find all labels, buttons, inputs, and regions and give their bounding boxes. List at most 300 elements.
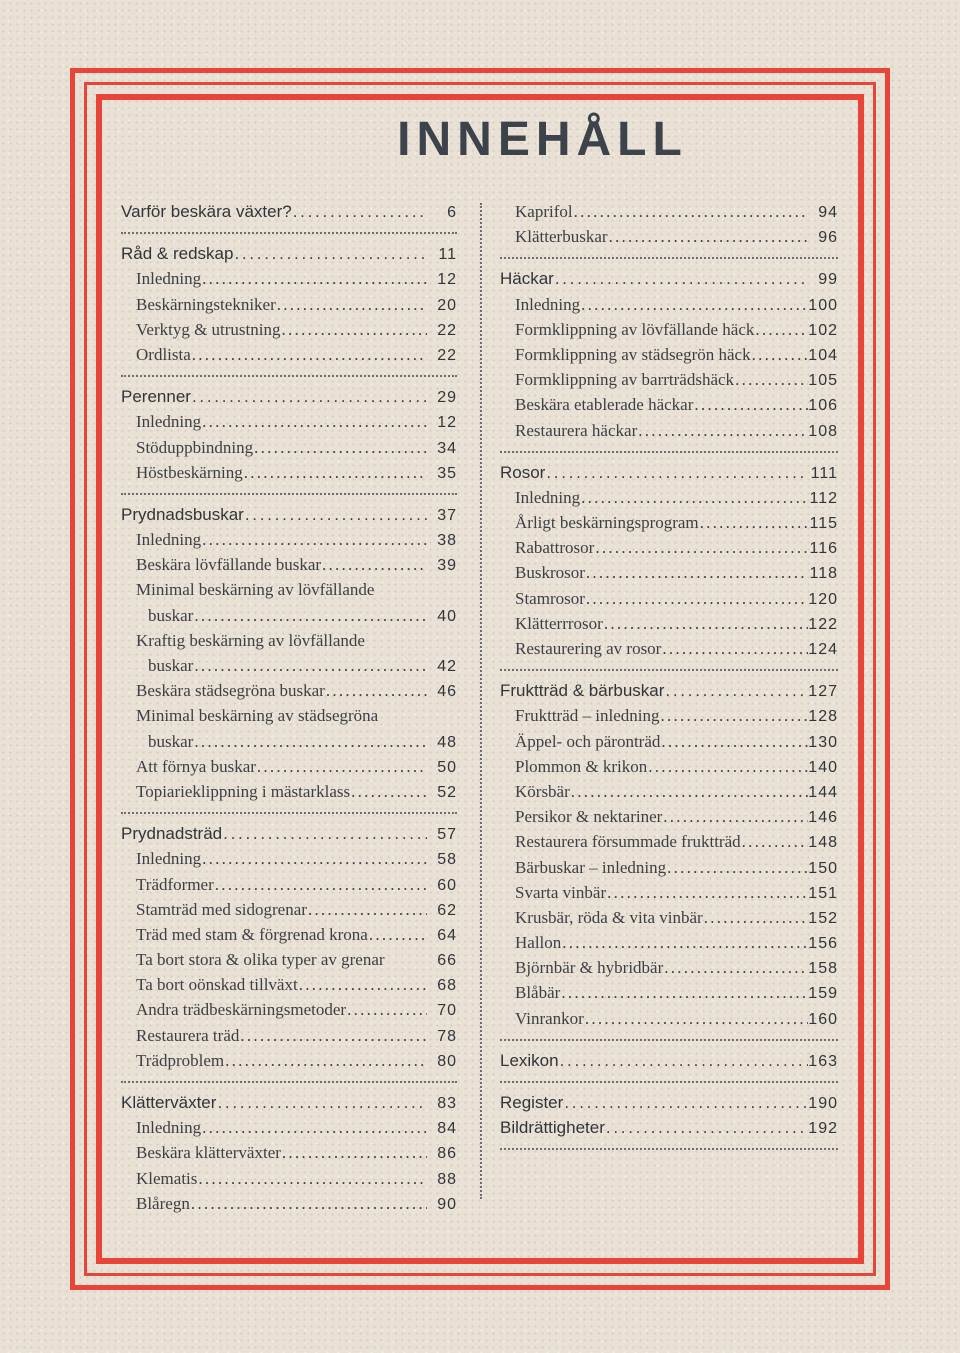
entry-title: Lexikon: [500, 1050, 559, 1070]
page-number: 22: [437, 321, 457, 339]
page-number: 50: [437, 758, 457, 776]
dot-leader: [239, 1023, 427, 1048]
entry-title: Svarta vinbär: [515, 882, 607, 902]
entry-title: Ordlista: [136, 344, 191, 364]
entry-title: Blåregn: [136, 1193, 190, 1213]
toc-section: [500, 460, 838, 662]
toc-section: [500, 1090, 838, 1140]
dot-leader: [256, 754, 427, 779]
toc-entry-stamtrad-med-sidogrenar[interactable]: [121, 897, 457, 922]
toc-right-column: [500, 199, 838, 1157]
dot-leader: [233, 241, 427, 266]
dot-leader: [281, 317, 428, 342]
page-number: 128: [808, 708, 838, 726]
dot-leader: [662, 804, 808, 829]
entry-title: Prydnadsbuskar: [121, 504, 244, 524]
page-number: 62: [437, 901, 457, 919]
toc-entry-hostbeskarning[interactable]: [121, 460, 457, 485]
entry-title: Bildrättigheter: [500, 1118, 605, 1138]
entry-title: Inledning: [136, 1118, 202, 1138]
entry-title: Häckar: [500, 269, 554, 289]
page-number: 163: [808, 1052, 838, 1070]
dot-leader: [325, 678, 427, 703]
page-number: 37: [437, 506, 457, 524]
section-divider: [500, 1081, 838, 1083]
page-number: 34: [437, 439, 457, 457]
dot-leader: [193, 653, 427, 678]
toc-entry-att-fornya-buskar[interactable]: [121, 754, 457, 779]
section-divider: [500, 1148, 838, 1150]
page-number: 152: [808, 909, 838, 927]
toc-entry-restaurera-hackar[interactable]: [500, 418, 838, 443]
entry-title: buskar: [148, 605, 194, 625]
section-divider: [121, 1081, 457, 1083]
page-number: 42: [437, 658, 457, 675]
toc-entry-buskrosor[interactable]: [500, 560, 838, 585]
page-number: 116: [809, 540, 838, 558]
toc-entry-verktyg-utrustning[interactable]: [121, 317, 457, 342]
dot-leader: [201, 409, 427, 434]
page-number: 105: [808, 372, 838, 390]
page-number: 99: [818, 271, 838, 289]
entry-title: Formklippning av barrträdshäck: [515, 370, 735, 390]
dot-leader: [253, 435, 427, 460]
entry-title: Verktyg & utrustning: [136, 319, 281, 339]
entry-title: Buskrosor: [515, 563, 585, 583]
dot-leader: [224, 1048, 427, 1073]
dot-leader: [193, 729, 427, 754]
entry-title: Inledning: [515, 487, 581, 507]
entry-title: Träd med stam & förgrenad krona: [136, 924, 368, 944]
dot-leader: [585, 560, 808, 585]
toc-entry-inledning[interactable]: [121, 409, 457, 434]
toc-entry-formklippning-av-barrtradshack[interactable]: [500, 367, 838, 392]
page-number: 40: [437, 607, 457, 625]
toc-section: [500, 678, 838, 1031]
entry-title: Ta bort oönskad tillväxt: [136, 975, 298, 995]
dot-leader: [585, 586, 808, 611]
toc-entry-beskara-lovfallande-buskar[interactable]: [121, 552, 457, 577]
entry-title: Varför beskära växter?: [121, 202, 292, 221]
section-divider: [500, 669, 838, 671]
page-number: 100: [808, 296, 838, 314]
entry-title: Formklippning av lövfällande häck: [515, 319, 755, 339]
toc-heading-rosor[interactable]: [500, 460, 838, 485]
page-number: 140: [808, 758, 838, 776]
entry-title: Prydnadsträd: [121, 824, 223, 844]
entry-title: Fruktträd – inledning: [515, 706, 660, 726]
toc-entry-tradproblem[interactable]: [121, 1048, 457, 1073]
dot-leader: [350, 779, 427, 804]
page-number: 60: [437, 876, 457, 894]
toc-section: [121, 821, 457, 1073]
toc-entry-kaprifol[interactable]: [500, 199, 838, 224]
page-number: 6: [447, 204, 457, 221]
entry-title: Andra trädbeskärningsmetoder: [136, 1000, 347, 1020]
toc-entry-stamrosor[interactable]: [500, 586, 838, 611]
entry-title: Årligt beskärningsprogram: [515, 513, 699, 533]
toc-entry-ordlista[interactable]: [121, 342, 457, 367]
toc-entry-ta-bort-stora-olika-typer-av-grenar[interactable]: [121, 947, 457, 972]
dot-leader: [244, 502, 427, 527]
toc-entry-inledning[interactable]: [500, 292, 838, 317]
page-number: 48: [437, 733, 457, 751]
toc-entry-krusbar-roda-vita-vinbar[interactable]: [500, 905, 838, 930]
page-number: 88: [437, 1170, 457, 1188]
section-divider: [121, 812, 457, 814]
entry-title: Inledning: [136, 849, 202, 869]
toc-entry-persikor-nektariner[interactable]: [500, 804, 838, 829]
page-number: 160: [808, 1010, 838, 1028]
toc-entry-tradformer[interactable]: [121, 872, 457, 897]
entry-title: Stöduppbindning: [136, 437, 254, 457]
toc-section: [121, 241, 457, 367]
page-number: 70: [437, 1002, 457, 1020]
page-number: 57: [437, 826, 457, 844]
entry-title: Minimal beskärning av lövfällande: [136, 580, 375, 600]
toc-entry-inledning[interactable]: [121, 1115, 457, 1140]
dot-leader: [570, 779, 808, 804]
toc-entry-beskara-klattervaxter[interactable]: [121, 1140, 457, 1165]
dot-leader: [663, 955, 808, 980]
dot-leader: [734, 367, 808, 392]
dot-leader: [298, 972, 427, 997]
entry-title: Klätterrrosor: [515, 613, 603, 633]
entry-title: Beskära lövfällande buskar: [136, 555, 322, 575]
dot-leader: [243, 460, 427, 485]
dot-leader: [307, 897, 427, 922]
toc-entry-klatterbuskar[interactable]: [500, 224, 838, 249]
toc-entry-barbuskar-inledning[interactable]: [500, 855, 838, 880]
page-number: 20: [437, 296, 457, 314]
entry-title: buskar: [148, 656, 194, 675]
toc-entry-andra-tradbeskarningsmetoder[interactable]: [121, 997, 457, 1022]
dot-leader: [222, 821, 427, 846]
toc-entry-buskar[interactable]: [121, 603, 457, 628]
page-number: 12: [437, 271, 457, 289]
page-number: 66: [437, 952, 457, 970]
dot-leader: [197, 1166, 427, 1191]
page-number: 84: [437, 1120, 457, 1138]
toc-entry-minimal-beskarning-av-lovfallande[interactable]: [121, 577, 457, 602]
dot-leader: [647, 754, 808, 779]
column-divider: [480, 203, 482, 1199]
dot-leader: [580, 292, 808, 317]
page-number: 83: [437, 1095, 457, 1112]
dot-leader: [754, 317, 808, 342]
page-number: 148: [808, 834, 838, 852]
entry-title: Inledning: [136, 412, 202, 432]
entry-title: Klematis: [136, 1168, 198, 1188]
toc-entry-ta-bort-oonskad-tillvaxt[interactable]: [121, 972, 457, 997]
dot-leader: [201, 527, 427, 552]
entry-title: Restaurering av rosor: [515, 639, 662, 658]
toc-entry-restaurera-forsummade-frukttrad[interactable]: [500, 829, 838, 854]
toc-entry-arligt-beskarningsprogram[interactable]: [500, 510, 838, 535]
dot-leader: [699, 510, 808, 535]
entry-title: Vinrankor: [515, 1008, 584, 1028]
dot-leader: [563, 1090, 808, 1115]
toc-entry-vinrankor[interactable]: [500, 1006, 838, 1031]
entry-title: Äppel- och päronträd: [515, 731, 661, 751]
entry-title: Klätterväxter: [121, 1093, 217, 1112]
toc-heading-prydnadsbuskar[interactable]: [121, 502, 457, 527]
toc-entry-blabar[interactable]: [500, 980, 838, 1005]
toc-section: [121, 1090, 457, 1216]
dot-leader: [637, 418, 808, 443]
toc-section: [500, 266, 838, 442]
entry-title: Fruktträd & bärbuskar: [500, 681, 665, 701]
entry-title: Att förnya buskar: [136, 756, 256, 776]
entry-title: Råd & redskap: [121, 244, 234, 264]
page-number: 150: [808, 859, 838, 877]
dot-leader: [214, 872, 427, 897]
page-number: 118: [809, 565, 838, 583]
dot-leader: [584, 1006, 808, 1031]
entry-title: Ta bort stora & olika typer av grenar: [136, 950, 385, 970]
page-number: 130: [808, 733, 838, 751]
entry-title: Formklippning av städsegrön häck: [515, 344, 751, 364]
page-number: 96: [818, 229, 838, 247]
page-number: 90: [437, 1195, 457, 1213]
dot-leader: [559, 1048, 808, 1073]
entry-title: Rabattrosor: [515, 538, 595, 558]
toc-heading-bildrattigheter[interactable]: [500, 1115, 838, 1140]
page-number: 52: [437, 783, 457, 801]
toc-heading-hackar[interactable]: [500, 266, 838, 291]
toc-entry-korsbar[interactable]: [500, 779, 838, 804]
toc-entry-trad-med-stam-forgrenad-krona[interactable]: [121, 922, 457, 947]
dot-leader: [216, 1090, 427, 1115]
toc-entry-restaurera-trad[interactable]: [121, 1023, 457, 1048]
page-number: 78: [437, 1027, 457, 1045]
dot-leader: [292, 199, 427, 224]
toc-entry-inledning[interactable]: [121, 527, 457, 552]
entry-title: Beskära etablerade häckar: [515, 395, 694, 415]
page-number: 159: [808, 985, 838, 1003]
entry-title: Trädformer: [136, 874, 214, 894]
dot-leader: [193, 603, 427, 628]
entry-title: Inledning: [136, 269, 202, 289]
dot-leader: [191, 384, 427, 409]
dot-leader: [603, 611, 808, 636]
toc-entry-appel-och-parontrad[interactable]: [500, 729, 838, 754]
section-divider: [500, 257, 838, 259]
entry-title: Register: [500, 1093, 564, 1112]
page-number: 158: [808, 960, 838, 978]
page-number: 146: [808, 809, 838, 827]
toc-entry-formklippning-av-lovfallande-hack[interactable]: [500, 317, 838, 342]
entry-title: Körsbär: [515, 781, 570, 801]
entry-title: Restaurera försummade fruktträd: [515, 832, 741, 852]
entry-title: Persikor & nektariner: [515, 807, 663, 827]
dot-leader: [666, 855, 808, 880]
page-number: 106: [808, 397, 838, 415]
entry-title: Beskära städsegröna buskar: [136, 681, 325, 701]
dot-leader: [608, 224, 808, 249]
entry-title: Stamrosor: [515, 588, 585, 608]
entry-title: Beskärningstekniker: [136, 294, 276, 314]
page-number: 104: [808, 346, 838, 364]
toc-section: [121, 502, 457, 804]
dot-leader: [554, 266, 808, 291]
page-number: 111: [810, 464, 838, 482]
dot-leader: [605, 1115, 808, 1140]
toc-entry-inledning[interactable]: [121, 846, 457, 871]
toc-entry-minimal-beskarning-av-stadsegrona[interactable]: [121, 703, 457, 728]
toc-left-column: [121, 199, 457, 1216]
toc-section: [121, 384, 457, 485]
toc-heading-register[interactable]: [500, 1090, 838, 1115]
entry-title: Klätterbuskar: [515, 227, 608, 247]
dot-leader: [321, 552, 427, 577]
page-number: 39: [437, 557, 457, 575]
dot-leader: [561, 930, 808, 955]
toc-section: [121, 199, 457, 224]
dot-leader: [281, 1140, 427, 1165]
dot-leader: [660, 729, 808, 754]
page-number: 190: [808, 1095, 838, 1112]
page-number: 64: [437, 926, 457, 944]
entry-title: buskar: [148, 731, 194, 751]
page-number: 12: [437, 414, 457, 432]
dot-leader: [573, 199, 808, 224]
toc-entry-buskar[interactable]: [121, 653, 457, 678]
toc-entry-restaurering-av-rosor[interactable]: [500, 636, 838, 661]
entry-title: Stamträd med sidogrenar: [136, 899, 307, 919]
page-number: 102: [808, 321, 838, 339]
toc-entry-beskara-etablerade-hackar[interactable]: [500, 392, 838, 417]
entry-title: Blåbär: [515, 983, 561, 1003]
toc-entry-svarta-vinbar[interactable]: [500, 880, 838, 905]
page-number: 120: [808, 590, 838, 608]
page-number: 94: [818, 204, 838, 221]
page-number: 151: [808, 884, 838, 902]
entry-title: Höstbeskärning: [136, 462, 243, 482]
toc-entry-stoduppbindning[interactable]: [121, 435, 457, 460]
toc-heading-rad-redskap[interactable]: [121, 241, 457, 266]
entry-title: Krusbär, röda & vita vinbär: [515, 907, 703, 927]
toc-entry-inledning[interactable]: [500, 485, 838, 510]
page-number: 58: [437, 851, 457, 869]
entry-title: Kraftig beskärning av lövfällande: [136, 630, 365, 650]
dot-leader: [661, 636, 808, 661]
toc-entry-inledning[interactable]: [121, 266, 457, 291]
dot-leader: [703, 905, 808, 930]
toc-entry-beskara-stadsegrona-buskar[interactable]: [121, 678, 457, 703]
page-number: 86: [437, 1145, 457, 1163]
toc-entry-beskarningstekniker[interactable]: [121, 292, 457, 317]
dot-leader: [201, 266, 427, 291]
entry-title: Perenner: [121, 387, 191, 407]
page-number: 29: [437, 389, 457, 407]
dot-leader: [580, 485, 808, 510]
page-number: 38: [437, 532, 457, 550]
entry-title: Restaurera häckar: [515, 420, 638, 440]
section-divider: [500, 451, 838, 453]
toc-entry-blaregn[interactable]: [121, 1191, 457, 1216]
page-number: 68: [437, 977, 457, 995]
page-number: 144: [808, 783, 838, 801]
entry-title: Inledning: [136, 530, 202, 550]
entry-title: Rosor: [500, 462, 546, 482]
toc-heading-frukttrad-barbuskar[interactable]: [500, 678, 838, 703]
page-number: 127: [808, 683, 838, 701]
dot-leader: [741, 829, 808, 854]
dot-leader: [664, 678, 808, 703]
dot-leader: [560, 980, 808, 1005]
toc-entry-hallon[interactable]: [500, 930, 838, 955]
page-number: 11: [438, 246, 457, 264]
entry-title: Trädproblem: [136, 1050, 225, 1070]
entry-title: Hallon: [515, 933, 562, 953]
entry-title: Minimal beskärning av städsegröna: [136, 706, 379, 726]
dot-leader: [276, 292, 427, 317]
dot-leader: [594, 535, 808, 560]
toc-heading-klattervaxter[interactable]: [121, 1090, 457, 1115]
toc-heading-lexikon[interactable]: [500, 1048, 838, 1073]
entry-title: Inledning: [515, 294, 581, 314]
toc-entry-topiarieklippning-i-mastarklass[interactable]: [121, 779, 457, 804]
dot-leader: [659, 703, 808, 728]
page-number: 35: [437, 464, 457, 482]
page-number: 156: [808, 935, 838, 953]
page-number: 46: [437, 683, 457, 701]
section-divider: [121, 232, 457, 234]
page-number: 112: [809, 489, 838, 507]
page-number: 124: [808, 641, 838, 658]
toc-entry-formklippning-av-stadsegron-hack[interactable]: [500, 342, 838, 367]
dot-leader: [751, 342, 808, 367]
entry-title: Kaprifol: [515, 202, 573, 221]
section-divider: [121, 493, 457, 495]
section-divider: [500, 1039, 838, 1041]
dot-leader: [190, 1191, 427, 1216]
dot-leader: [606, 880, 808, 905]
page-title: INNEHÅLL: [397, 113, 688, 166]
entry-title: Björnbär & hybridbär: [515, 958, 664, 978]
toc-heading-perenner[interactable]: [121, 384, 457, 409]
dot-leader: [368, 922, 427, 947]
toc-heading-prydnadstrad[interactable]: [121, 821, 457, 846]
toc-entry-klatterrrosor[interactable]: [500, 611, 838, 636]
dot-leader: [346, 997, 427, 1022]
entry-title: Restaurera träd: [136, 1025, 240, 1045]
page-number: 115: [809, 515, 838, 533]
page-number: 22: [437, 346, 457, 364]
toc-entry-plommon-krikon[interactable]: [500, 754, 838, 779]
toc-entry-klematis[interactable]: [121, 1166, 457, 1191]
dot-leader: [693, 392, 808, 417]
toc-section: [500, 1048, 838, 1073]
toc-entry-frukttrad-inledning[interactable]: [500, 703, 838, 728]
dot-leader: [201, 846, 427, 871]
toc-entry-rabattrosor[interactable]: [500, 535, 838, 560]
section-divider: [121, 375, 457, 377]
dot-leader: [545, 460, 808, 485]
page-number: 108: [808, 422, 838, 440]
dot-leader: [201, 1115, 427, 1140]
toc-heading-varfor-beskara-vaxter[interactable]: [121, 199, 457, 224]
page-number: 122: [808, 615, 838, 633]
toc-entry-bjornbar-hybridbar[interactable]: [500, 955, 838, 980]
toc-entry-buskar[interactable]: [121, 729, 457, 754]
page-number: 192: [808, 1120, 838, 1138]
toc-entry-kraftig-beskarning-av-lovfallande[interactable]: [121, 628, 457, 653]
entry-title: Topiarieklippning i mästarklass: [136, 781, 351, 801]
page-number: 80: [437, 1052, 457, 1070]
toc-section: [500, 199, 838, 249]
